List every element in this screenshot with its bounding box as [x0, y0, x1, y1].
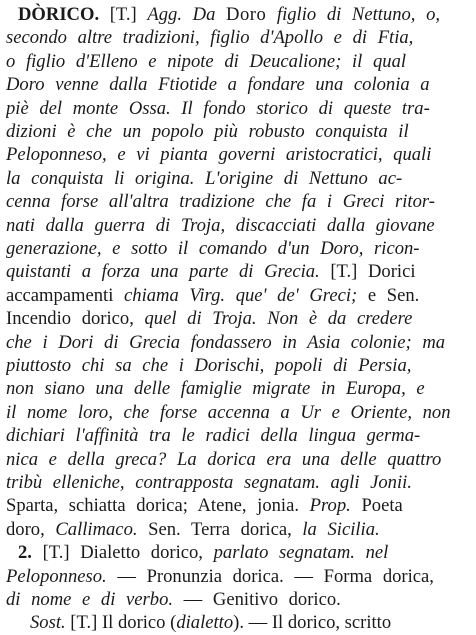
text-segment: Poeta [350, 495, 403, 517]
entry-line [6, 73, 470, 97]
entry-line [6, 401, 470, 425]
text-segment: di nome e di verbo. [6, 589, 174, 610]
text-segment: Sost. [30, 612, 66, 634]
text-segment: Peloponneso, e vi pianta governi aristocratici, quali [6, 144, 432, 166]
text-segment: o figlio d'Elleno e nipote di Deucalione; il qual [6, 50, 407, 72]
text-segment: la conquista li origina. L'origine di Nettuno ac- [6, 167, 403, 189]
entry-line [30, 611, 470, 635]
text-segment: Agg. [147, 4, 183, 25]
entry-line [6, 167, 470, 191]
text-segment: dialetto [176, 612, 234, 634]
text-segment: parlato segnatam. nel [213, 542, 389, 564]
entry-line-text [6, 332, 445, 353]
text-segment: Doro [226, 4, 267, 25]
entry-line-text [18, 4, 440, 25]
entry-line [6, 331, 470, 355]
text-segment: Sen. Terra dorica, [137, 518, 303, 540]
entry-line [6, 26, 470, 50]
text-segment: [T.] Dialetto dorico, [31, 542, 214, 564]
entry-line-text [6, 355, 411, 376]
entry-line-text [6, 495, 403, 516]
text-segment: dizioni è che un popolo più robusto conquista il [6, 121, 409, 142]
entry-line [6, 260, 470, 284]
entry-line-text [6, 472, 412, 493]
text-segment: secondo altre tradizioni, figlio d'Apollo e di Ftia, [6, 27, 414, 49]
entry-line-text [6, 566, 434, 587]
entry-line [6, 97, 470, 121]
text-segment: doro, [6, 518, 56, 540]
entry-line-text [6, 98, 430, 119]
text-segment: Incendio dorico, [6, 308, 145, 330]
entry-line-text [6, 425, 420, 446]
text-segment: la Sicilia. [302, 518, 380, 540]
text-segment: Callimaco. [55, 518, 138, 540]
text-segment: [T.] Dorici [319, 261, 416, 283]
entry-line [6, 471, 470, 495]
entry-line-text [6, 261, 416, 282]
entry-line [6, 214, 470, 238]
entry-line [18, 541, 470, 565]
text-segment: piè del monte Ossa. Il fondo storico di queste tra- [6, 97, 430, 119]
entry-line-text [6, 121, 409, 142]
entry-line [6, 448, 470, 472]
entry-line-text [6, 168, 402, 189]
entry-line [6, 354, 470, 378]
text-segment: piuttosto chi sa che i Dorischi, popoli di Persia, [6, 355, 412, 376]
entry-line-text [6, 589, 341, 610]
text-segment: Doro venne dalla Ftiotide a fondare una colonia a [6, 74, 430, 96]
text-segment: accampamenti [6, 284, 125, 306]
text-segment: chiama Virg. que' de' Greci; [124, 284, 358, 306]
entry-line-text [6, 519, 380, 540]
entry-line [6, 588, 470, 612]
entry-line [18, 3, 470, 27]
text-segment: il nome loro, che forse accenna a Ur e Oriente, non [6, 401, 451, 423]
entry-line [6, 494, 470, 518]
entry-line-text [6, 378, 425, 399]
text-segment: nati dalla guerra di Troja, discacciati dalla giovane [6, 214, 435, 236]
text-segment: dichiari l'affinità tra le radici della lingua germa- [6, 425, 421, 447]
text-segment: Peloponneso. [6, 565, 107, 587]
entry-line [6, 518, 470, 542]
text-segment: nica e della greca? La dorica era una delle quattro [6, 448, 442, 470]
text-segment: generazione, e sotto il comando d'un Doro, ricon- [6, 238, 420, 259]
text-segment: Da [182, 4, 227, 25]
entry-line-text [6, 144, 431, 165]
entry-line [6, 237, 470, 261]
entry-line [6, 190, 470, 214]
text-segment: figlio di Nettuno, o, [266, 4, 441, 25]
entry-line-text [30, 612, 391, 633]
entry-line-text [6, 308, 412, 329]
text-segment: [T.] [99, 4, 148, 25]
entry-line-text [6, 238, 420, 259]
entry-line-text [6, 285, 419, 306]
text-segment: quistanti a forza una parte di Grecia. [6, 261, 320, 283]
entry-line-text [6, 191, 435, 212]
text-segment: Prop. [309, 495, 351, 517]
text-segment: ). — Il dorico, scritto [233, 612, 392, 634]
entry-line [6, 424, 470, 448]
entry-line-text [6, 449, 441, 470]
entry-line-text [6, 74, 430, 95]
entry-line-text [6, 27, 413, 48]
entry-line [6, 143, 470, 167]
text-segment: che i Dori di Grecia fondassero in Asia colonie; ma [6, 331, 446, 353]
entry-line [6, 120, 470, 144]
entry-line [6, 377, 470, 401]
entry-line-text [6, 402, 451, 423]
entry-line [6, 307, 470, 331]
entry-line-text [6, 215, 435, 236]
text-segment: 2. [18, 542, 32, 564]
entry-line [6, 284, 470, 308]
text-segment: cenna forse all'altra tradizione che fa i Greci ritor- [6, 191, 435, 213]
text-segment: e Sen. [357, 284, 420, 306]
text-segment: [T.] Il dorico ( [65, 612, 177, 634]
entry-line [6, 50, 470, 74]
entry-line-text [18, 542, 388, 563]
text-segment: DÒRICO. [18, 4, 100, 25]
text-segment: quel di Troja. Non è da credere [144, 308, 413, 330]
text-segment: tribù elleniche, contrapposta segnatam. agli Jonii. [6, 472, 412, 493]
text-segment: Sparta, schiatta dorica; Atene, jonia. [6, 495, 310, 517]
entry-line-text [6, 51, 406, 72]
text-segment: non siano una delle famiglie migrate in Europa, e [6, 378, 425, 400]
text-segment: — Genitivo dorico. [173, 589, 341, 610]
text-segment: — Pronunzia dorica. — Forma dorica, [106, 565, 434, 587]
